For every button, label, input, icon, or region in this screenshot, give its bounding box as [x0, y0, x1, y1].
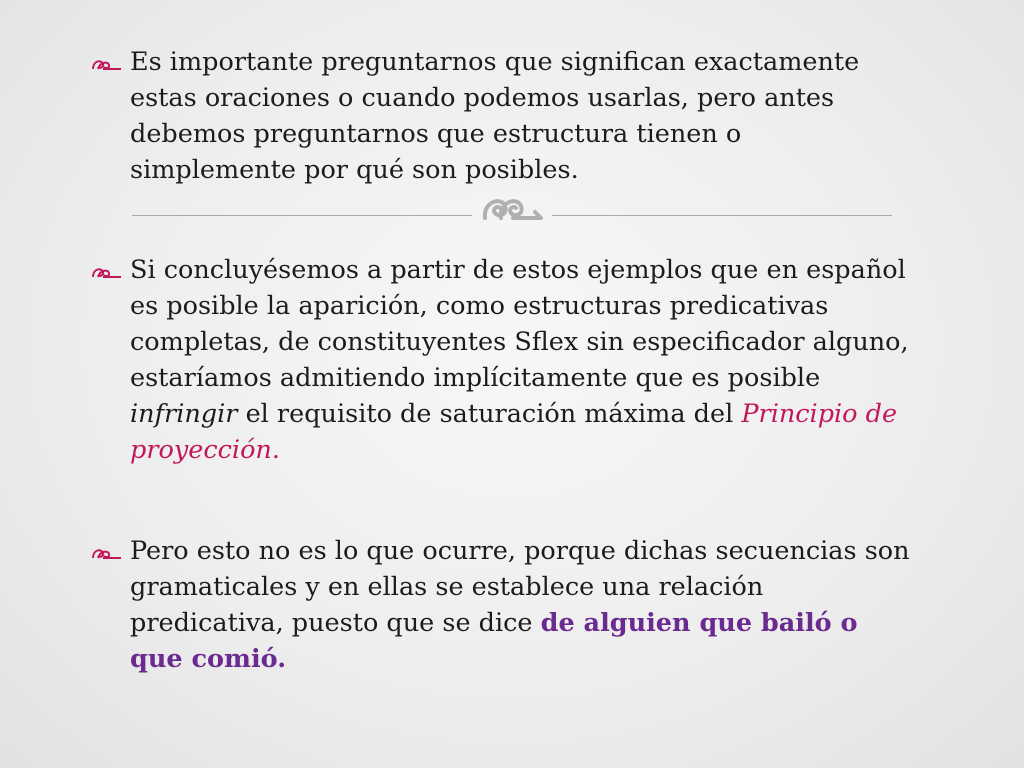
divider-line-right: [552, 215, 892, 216]
bullet-3-highlight: de alguien que bailó o que comió.: [130, 608, 858, 674]
double-swirl-bullet-icon: [90, 55, 124, 73]
bullet-2-highlight: Principio de proyección.: [130, 399, 898, 465]
bullet-2-text-start: Si concluyésemos a partir de estos ejemplos que en español es posible la aparición, como estructuras predicativas completas, de constituyentes Sflex sin especificador alguno, estaríamos admitiendo implícitamente que es posible: [130, 255, 909, 393]
bullet-2-text: [130, 252, 910, 468]
bullet-3-text-start: Pero esto no es lo que ocurre, porque dichas secuencias son gramaticales y en ellas se establece una relación predicativa, puesto que se dice: [130, 536, 910, 638]
bullet-3: [90, 533, 910, 677]
bullet-2-text-middle: el requisito de saturación máxima del: [237, 399, 742, 429]
double-swirl-bullet-icon: [90, 263, 124, 281]
bullet-1-text: Es importante preguntarnos que significan exactamente estas oraciones o cuando podemos usarlas, pero antes debemos preguntarnos que estructura tienen o simplemente por qué son posibles.: [130, 47, 860, 185]
bullet-2: [90, 252, 910, 468]
divider: [132, 190, 892, 230]
bullet-1: [90, 44, 910, 188]
bullet-3-text: [130, 533, 910, 677]
double-swirl-bullet-icon: [90, 544, 124, 562]
bullet-2-italic-word: infringir: [130, 399, 238, 429]
divider-line-left: [132, 215, 472, 216]
ornamental-swirl-icon: [477, 190, 547, 230]
